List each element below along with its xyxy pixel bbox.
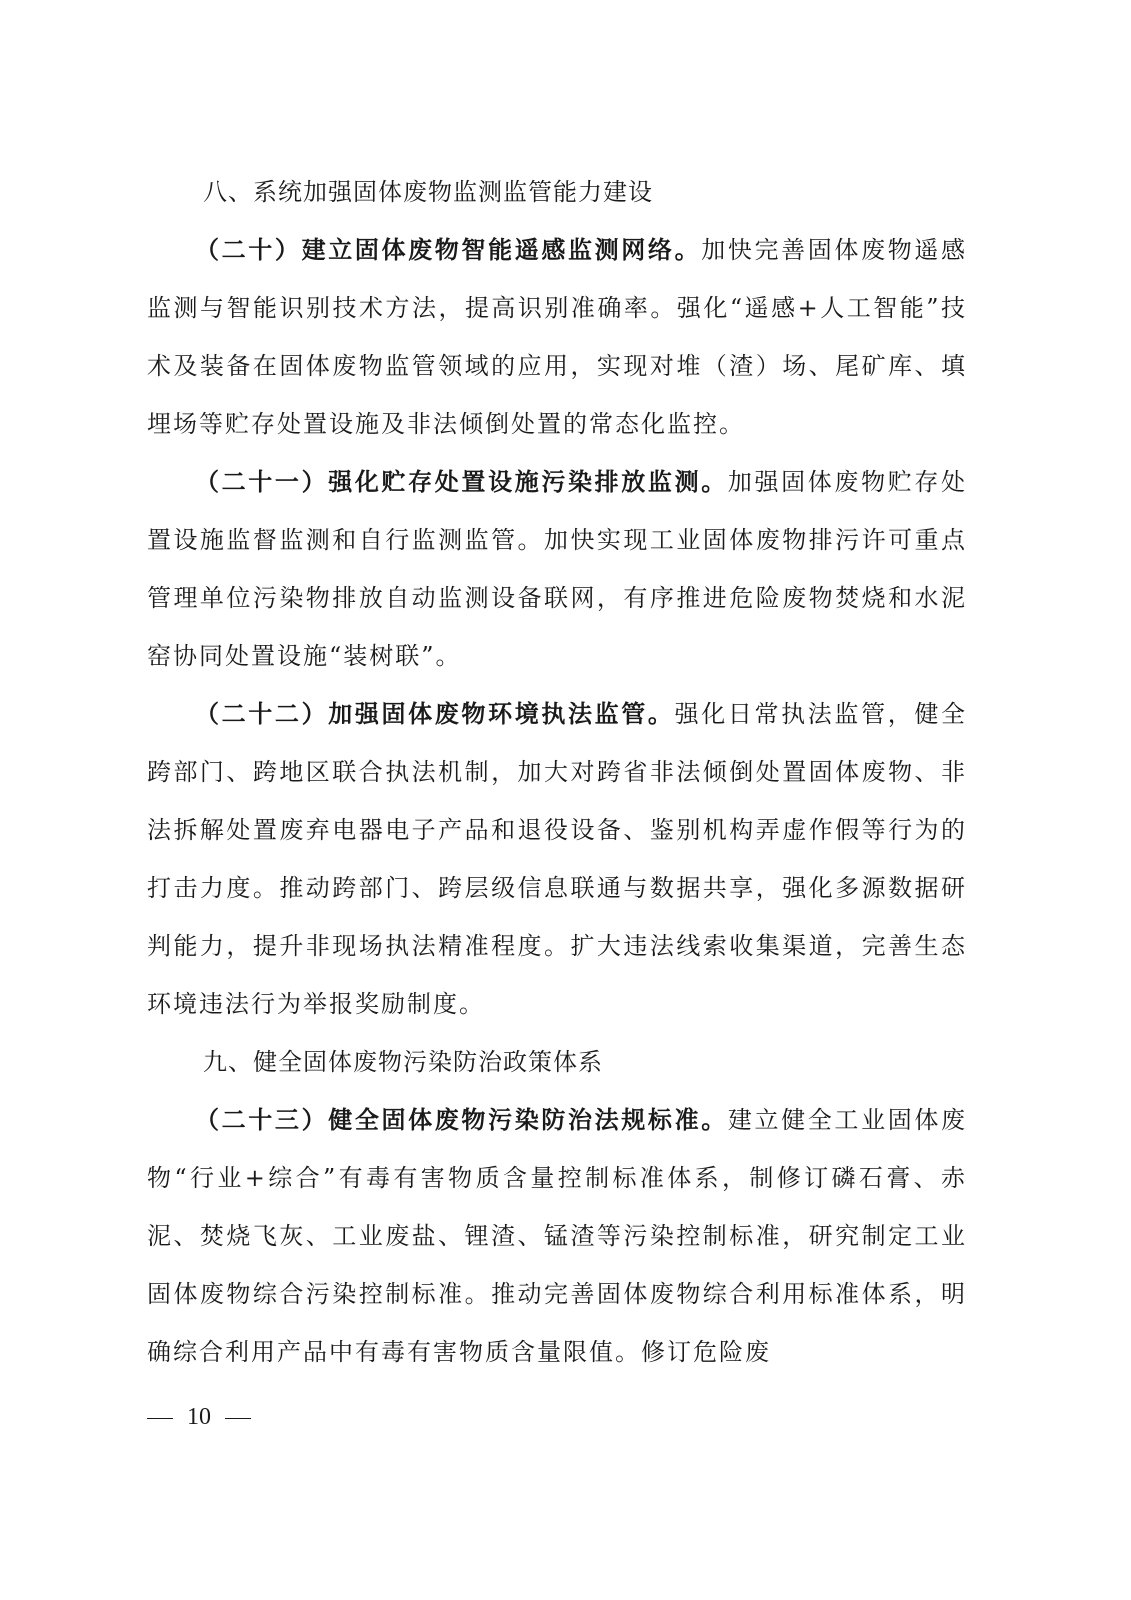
paragraph-lead: （二十二）加强固体废物环境执法监管。 — [195, 699, 675, 728]
page-number: 10 — [187, 1404, 211, 1430]
footer-dash-left — [147, 1418, 173, 1419]
paragraph-lead: （二十）建立固体废物智能遥感监测网络。 — [195, 235, 702, 264]
paragraph-body: 建立健全工业固体废物“行业+综合”有毒有害物质含量控制标准体系，制修订磷石膏、赤泥、焚烧飞灰、工业废盐、锂渣、锰渣等污染控制标准，研究制定工业固体废物综合污染控制标准。推动完善固体废物综合利用标准体系，明确综合利用产品中有毒有害物质含量限值。修订危险废 — [147, 1106, 968, 1366]
footer-dash-right — [225, 1418, 251, 1419]
document-body — [147, 163, 967, 1381]
paragraph-body: 加快完善固体废物遥感监测与智能识别技术方法，提高识别准确率。强化“遥感+人工智能”技术及装备在固体废物监管领域的应用，实现对堆（渣）场、尾矿库、填埋场等贮存处置设施及非法倾倒处置的常态化监控。 — [147, 236, 968, 438]
paragraph-lead: （二十三）健全固体废物污染防治法规标准。 — [195, 1105, 728, 1134]
paragraph-22 — [147, 685, 967, 1033]
paragraph-lead: （二十一）强化贮存处置设施污染排放监测。 — [195, 467, 728, 496]
paragraph-23 — [147, 1091, 967, 1381]
section-heading-8: 八、系统加强固体废物监测监管能力建设 — [203, 178, 653, 206]
paragraph-body: 加强固体废物贮存处置设施监督监测和自行监测监管。加快实现工业固体废物排污许可重点管理单位污染物排放自动监测设备联网，有序推进危险废物焚烧和水泥窑协同处置设施“装树联”。 — [147, 468, 968, 670]
paragraph-21 — [147, 453, 967, 685]
paragraph-body: 强化日常执法监管，健全跨部门、跨地区联合执法机制，加大对跨省非法倾倒处置固体废物、非法拆解处置废弃电器电子产品和退役设备、鉴别机构弄虚作假等行为的打击力度。推动跨部门、跨层级信息联通与数据共享，强化多源数据研判能力，提升非现场执法精准程度。扩大违法线索收集渠道，完善生态环境违法行为举报奖励制度。 — [147, 700, 968, 1018]
paragraph-20 — [147, 221, 967, 453]
page-footer — [147, 1402, 265, 1432]
section-heading-9: 九、健全固体废物污染防治政策体系 — [203, 1048, 603, 1076]
